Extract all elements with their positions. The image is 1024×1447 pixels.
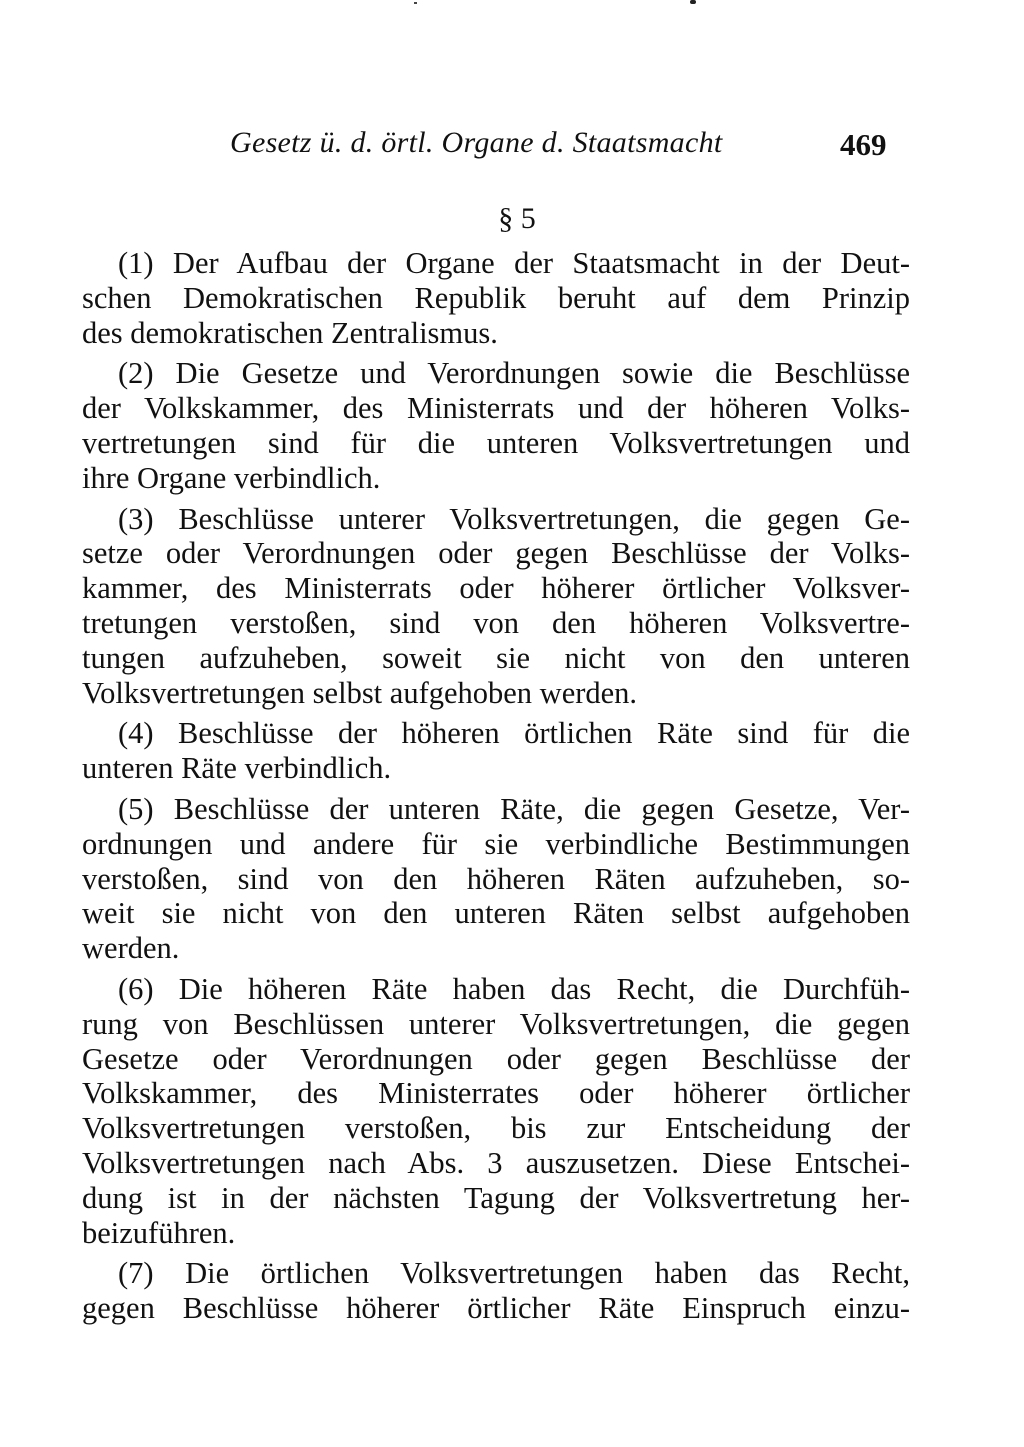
text-line: setze oder Verordnungen oder gegen Beschlüsse der Volks- xyxy=(82,536,910,571)
text-line: kammer, des Ministerrats oder höherer örtlicher Volksver- xyxy=(82,571,910,606)
paragraph-4 xyxy=(82,716,910,786)
text-line: tretungen verstoßen, sind von den höheren Volksvertre- xyxy=(82,605,910,640)
text-line: (2) Die Gesetze und Verordnungen sowie die Beschlüsse xyxy=(118,356,910,391)
text-line: (3) Beschlüsse unterer Volksvertretungen, die gegen Ge- xyxy=(118,501,910,536)
text-line: Volksvertretungen nach Abs. 3 auszusetzen. Diese Entschei- xyxy=(82,1145,910,1180)
text-line: schen Demokratischen Republik beruht auf dem Prinzip xyxy=(82,280,910,315)
text-line: rung von Beschlüssen unterer Volksvertretungen, die gegen xyxy=(82,1006,910,1041)
paragraph-6 xyxy=(82,972,910,1250)
paragraph-3 xyxy=(82,502,910,711)
paragraph-1 xyxy=(82,246,910,350)
body-text xyxy=(82,246,910,1332)
text-line: verstoßen, sind von den höheren Räten aufzuheben, so- xyxy=(82,861,910,896)
print-mark xyxy=(690,0,696,4)
text-line: gegen Beschlüsse höherer örtlicher Räte Einspruch einzu- xyxy=(82,1291,910,1326)
paragraph-5 xyxy=(82,792,910,966)
text-line: (4) Beschlüsse der höheren örtlichen Räte sind für die xyxy=(118,716,910,751)
text-line: vertretungen sind für die unteren Volksvertretungen und xyxy=(82,425,910,460)
text-line: des demokratischen Zentralismus. xyxy=(82,315,498,350)
text-line: ordnungen und andere für sie verbindliche Bestimmungen xyxy=(82,826,910,861)
text-line: der Volkskammer, des Ministerrats und der höheren Volks- xyxy=(82,391,910,426)
page-number: 469 xyxy=(840,127,887,162)
text-line: (7) Die örtlichen Volksvertretungen haben das Recht, xyxy=(118,1256,910,1291)
text-line: weit sie nicht von den unteren Räten selbst aufgehoben xyxy=(82,896,910,931)
text-line: ihre Organe verbindlich. xyxy=(82,460,381,495)
text-line: dung ist in der nächsten Tagung der Volksvertretung her- xyxy=(82,1180,910,1215)
print-speck xyxy=(414,2,417,4)
text-line: Volksvertretungen selbst aufgehoben werden. xyxy=(82,675,638,710)
text-line: (5) Beschlüsse der unteren Räte, die gegen Gesetze, Ver- xyxy=(118,791,910,826)
running-title: Gesetz ü. d. örtl. Organe d. Staatsmacht xyxy=(230,126,723,159)
text-line: werden. xyxy=(82,931,180,966)
text-line: unteren Räte verbindlich. xyxy=(82,751,392,786)
section-heading: § 5 xyxy=(498,202,536,235)
text-line: (1) Der Aufbau der Organe der Staatsmacht in der Deut- xyxy=(118,246,910,280)
text-line: Volksvertretungen verstoßen, bis zur Entscheidung der xyxy=(82,1111,910,1146)
text-line: tungen aufzuheben, soweit sie nicht von den unteren xyxy=(82,640,910,675)
text-line: beizuführen. xyxy=(82,1215,236,1250)
paragraph-7 xyxy=(82,1256,910,1326)
text-line: (6) Die höheren Räte haben das Recht, die Durchfüh- xyxy=(118,971,910,1006)
text-line: Gesetze oder Verordnungen oder gegen Beschlüsse der xyxy=(82,1041,910,1076)
paragraph-2 xyxy=(82,356,910,495)
text-line: Volkskammer, des Ministerrates oder höherer örtlicher xyxy=(82,1076,910,1111)
